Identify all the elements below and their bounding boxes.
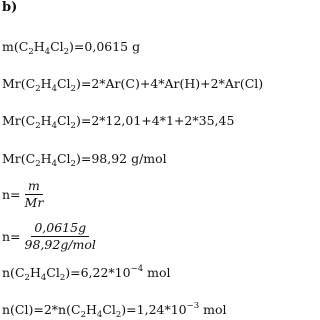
n-values-lhs: n= <box>2 229 21 244</box>
chlorine-count: 2 <box>70 84 76 94</box>
carbon-count: 2 <box>24 273 30 283</box>
hydrogen-count: 4 <box>51 84 57 94</box>
carbon-count: 2 <box>35 84 41 94</box>
carbon-symbol: C <box>70 302 81 317</box>
hydrogen-symbol: H <box>85 302 97 317</box>
carbon-symbol: C <box>25 76 36 91</box>
mr-result-rhs: )=98,92 g/mol <box>75 151 167 166</box>
n-values-fraction <box>22 221 99 252</box>
n-cl-exponent: −3 <box>186 301 200 311</box>
mass-line <box>2 39 141 57</box>
fraction-denominator: 98,92g/mol <box>24 237 96 252</box>
n-formula <box>2 179 46 210</box>
chlorine-symbol: Cl <box>46 265 60 280</box>
mr-result-line <box>2 151 167 169</box>
n-result-mid: )=6,22*10 <box>65 265 131 280</box>
mass-rhs: )=0,0615 g <box>69 39 141 54</box>
hydrogen-count: 4 <box>51 159 57 169</box>
n-result-unit: mol <box>143 265 171 280</box>
mr-values-line <box>2 113 235 131</box>
chlorine-symbol: Cl <box>102 302 116 317</box>
chlorine-count: 2 <box>59 273 66 283</box>
n-values <box>2 221 99 252</box>
hydrogen-symbol: H <box>33 39 45 54</box>
mr-values-rhs: )=2*12,01+4*1+2*35,45 <box>75 113 235 128</box>
chlorine-count: 2 <box>115 310 122 320</box>
n-cl-unit: mol <box>199 302 227 317</box>
n-formula-fraction <box>22 179 47 210</box>
n-result-line <box>2 264 171 283</box>
carbon-symbol: C <box>18 39 29 54</box>
n-lhs: n( <box>2 265 15 280</box>
mr-lhs: Mr( <box>2 113 26 128</box>
chlorine-count: 2 <box>70 121 76 131</box>
chlorine-symbol: Cl <box>56 113 71 128</box>
mr-lhs: Mr( <box>2 151 26 166</box>
carbon-count: 2 <box>35 159 41 169</box>
mass-lhs: m( <box>2 39 19 54</box>
hydrogen-symbol: H <box>40 76 52 91</box>
chlorine-symbol: Cl <box>56 151 71 166</box>
mr-lhs: Mr( <box>2 76 26 91</box>
chlorine-count: 2 <box>63 47 70 57</box>
chlorine-count: 2 <box>70 159 76 169</box>
chlorine-symbol: Cl <box>56 76 71 91</box>
carbon-count: 2 <box>28 47 34 57</box>
hydrogen-count: 4 <box>96 310 103 320</box>
hydrogen-count: 4 <box>44 47 51 57</box>
hydrogen-symbol: H <box>29 265 41 280</box>
n-cl-mid: )=1,24*10 <box>121 302 187 317</box>
hydrogen-symbol: H <box>40 113 52 128</box>
mr-formula-line <box>2 76 264 94</box>
fraction-numerator: 0,0615g <box>31 221 89 237</box>
carbon-symbol: C <box>25 113 36 128</box>
hydrogen-count: 4 <box>51 121 57 131</box>
fraction-denominator: Mr <box>24 195 44 210</box>
n-formula-lhs: n= <box>2 187 21 202</box>
fraction-numerator: m <box>25 179 43 195</box>
mr-formula-rhs: )=2*Ar(C)+4*Ar(H)+2*Ar(Cl) <box>75 76 264 91</box>
carbon-symbol: C <box>25 151 36 166</box>
n-cl-line <box>2 301 227 320</box>
n-result-exponent: −4 <box>130 264 144 274</box>
chlorine-symbol: Cl <box>50 39 64 54</box>
carbon-symbol: C <box>14 265 25 280</box>
n-cl-lhs: n(Cl)=2*n( <box>2 302 71 317</box>
hydrogen-symbol: H <box>40 151 52 166</box>
carbon-count: 2 <box>35 121 41 131</box>
section-heading: b) <box>2 0 18 15</box>
hydrogen-count: 4 <box>40 273 47 283</box>
carbon-count: 2 <box>80 310 86 320</box>
